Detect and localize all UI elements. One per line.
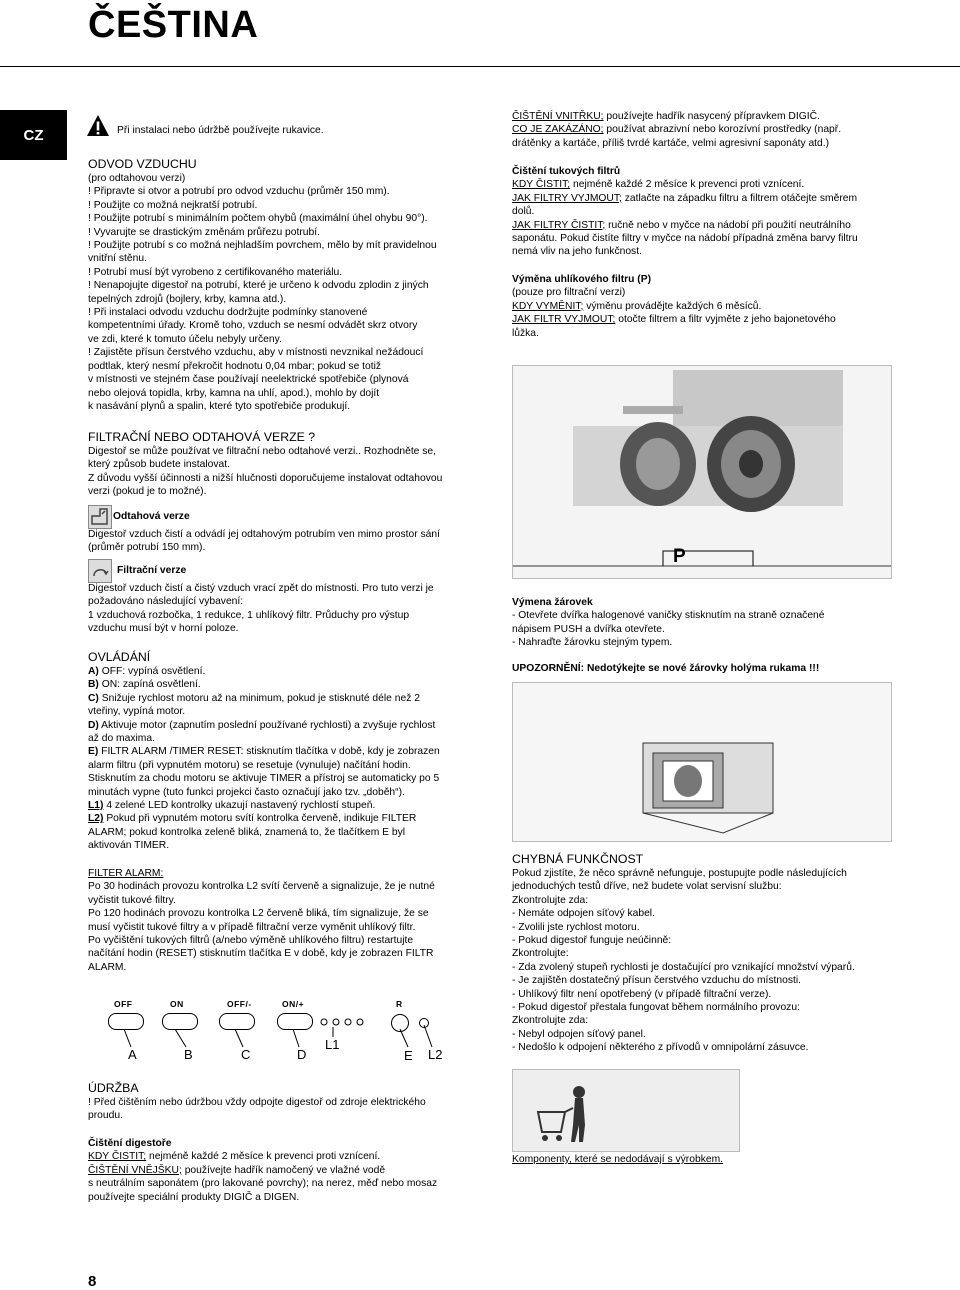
ovladani-key: A): [88, 666, 99, 677]
filter-alarm-section: [88, 867, 488, 974]
filtracni-verze-line: požadováno následující vybavení:: [88, 596, 244, 608]
chybna-line: Pokud zjistíte, že něco správně nefunguje, postupujte podle následujících: [512, 868, 847, 879]
odvod-item: kompetentními úřady. Kromě toho, vzduch se nesmí odvádět skrz otvory: [88, 320, 418, 332]
ovladani-key: D): [88, 719, 99, 731]
ovladani-key: L1): [88, 800, 104, 812]
odvod-item: vnitřní stěnu.: [88, 253, 147, 265]
panel-label-on: ON: [170, 999, 184, 1009]
odvod-item: k nasávání plynů a spalin, které tyto spotřebiče produkují.: [88, 400, 351, 412]
alarm-line: Po 120 hodinách provozu kontrolka L2 červeně bliká, tím signalizuje, že se: [88, 908, 429, 920]
cisteni-vnejsku-line: používejte speciální produkty DIGIČ a DIGEN.: [88, 1191, 300, 1203]
udrzba-line: ! Před čištěním nebo údržbou vždy odpojte digestoř od zdroje elektrického: [88, 1097, 426, 1108]
ovladani-item: [88, 745, 488, 758]
ovladani-text: ON: zapíná osvětlení.: [98, 679, 201, 691]
chybna-line: - Pokud digestoř přestala fungovat během normálního provozu:: [512, 1002, 800, 1014]
panel-label-off-minus: OFF/-: [227, 999, 252, 1009]
tuk-cistit-text: ručně nebo v myčce na nádobí při použití neutrálního: [605, 219, 851, 231]
odvod-title: ODVOD VZDUCHU: [88, 157, 197, 171]
tukove-filtry-title: Čištění tukových filtrů: [512, 166, 621, 177]
ovladani-item: [88, 678, 488, 691]
chybna-line: - Je zajištěn dostatečný přísun čerstvého vzduchu do místnosti.: [512, 975, 802, 987]
chybna-title: CHYBNÁ FUNKČNOST: [512, 852, 644, 866]
tuk-cistit-label: JAK FILTRY ČISTIT;: [512, 219, 606, 231]
udrzba-text: [88, 1096, 488, 1123]
ovladani-section: [88, 650, 488, 853]
upozorneni: UPOZORNĚNÍ: Nedotýkejte se nové žárovky holýma rukama !!!: [512, 663, 820, 674]
button-on: [162, 1013, 198, 1030]
zarovky-section: [512, 596, 932, 650]
ovladani-item: [88, 786, 488, 799]
panel-label-off: OFF: [114, 999, 133, 1009]
tuk-cistit-more: [512, 232, 912, 259]
ovladani-item: [88, 665, 488, 678]
alarm-line: načítání hodin (RESET) stisknutím tlačítka E v době, kdy je zobrazen FILTR: [88, 948, 434, 960]
kdy-cistit-label: KDY ČISTIT;: [88, 1151, 147, 1163]
alarm-line: Po vyčištění tukových filtrů (a/nebo výměně uhlíkového filtru) restartujte: [88, 935, 414, 947]
uhlikovy-filtr-title: Výměna uhlíkového filtru (P): [512, 274, 652, 285]
chybna-line: Zkontrolujte zda:: [512, 1015, 589, 1027]
filtracni-verze-line: vzduchu musí být v horní poloze.: [88, 623, 239, 635]
chybna-line: - Zda zvolený stupeň rychlosti je dostačující pro vznikající množství výparů.: [512, 961, 855, 973]
filtracni-title: FILTRAČNÍ NEBO ODTAHOVÁ VERZE ?: [88, 430, 316, 444]
ovladani-text: vteřiny, vypíná motor.: [88, 706, 186, 718]
filter-figure-label: P: [673, 546, 686, 567]
filtracni-line: verzi (pokud je to možné).: [88, 486, 207, 498]
odvod-list: [88, 185, 488, 413]
chybna-line: - Zvolili jste rychlost motoru.: [512, 921, 640, 933]
ovladani-text: FILTR ALARM /TIMER RESET: stisknutím tlačítka v době, kdy je zobrazen: [98, 746, 440, 758]
udrzba-section: [88, 1081, 488, 1123]
tuk-cistit-line: nemá vliv na jeho funkčnost.: [512, 246, 642, 258]
ovladani-item: [88, 719, 488, 732]
odvod-item: tepelných zdrojů (bojlery, krby, kamna atd.).: [88, 293, 287, 305]
odvod-item: ve zdi, které k tomuto účelu nebyly určeny.: [88, 333, 282, 345]
ovladani-key: E): [88, 746, 99, 758]
page-title: ČEŠTINA: [88, 4, 259, 46]
button-off: [108, 1013, 144, 1030]
tukove-filtry-section: [512, 165, 912, 259]
filter-alarm-title: FILTER ALARM:: [88, 868, 164, 879]
ovladani-text: minutách vypne (tuto funkci projekci často označují jako tzv. „doběh“).: [88, 786, 405, 798]
cisteni-vnejsku-more: [88, 1177, 488, 1204]
panel-letter-e: E: [404, 1048, 413, 1063]
odvod-item: ! Potrubí musí být vyrobeno z certifikovaného materiálu.: [88, 266, 343, 278]
ovladani-text: ALARM; pokud kontrolka zeleně bliká, znamená to, že tlačítkem E byl: [88, 826, 406, 838]
ovladani-item: [88, 732, 488, 745]
ovladani-text: OFF: vypíná osvětlení.: [98, 666, 206, 677]
udrzba-line: proudu.: [88, 1110, 123, 1122]
led-l2: [419, 1018, 429, 1028]
odvod-section: [88, 157, 488, 413]
zarovky-text: [512, 609, 932, 649]
ovladani-text: 4 zelené LED kontrolky ukazují nastavený rychlostí stupeň.: [103, 800, 376, 812]
button-plus: [277, 1013, 313, 1030]
chybna-line: - Nedošlo k odpojení některého z přívodů v omnipolární zásuvce.: [512, 1042, 809, 1054]
ovladani-text: aktivován TIMER.: [88, 840, 170, 852]
header-divider: [0, 66, 960, 67]
chybna-line: - Uhlíkový filtr není opotřebený (v případě filtrační verze).: [512, 988, 772, 1000]
alarm-line: vyčistit tukové filtry.: [88, 894, 176, 906]
tuk-cistit-line: saponátu. Pokud čistíte filtry v myčce na nádobí případná změna barvy filtru: [512, 233, 858, 245]
panel-letter-d: D: [297, 1047, 307, 1062]
odvod-subtitle: (pro odtahovou verzi): [88, 173, 186, 184]
uhlikovy-filtr-sub: (pouze pro filtrační verzi): [512, 287, 626, 299]
ovladani-key: C): [88, 692, 99, 704]
ovladani-key: B): [88, 679, 99, 691]
komponenty-text: Komponenty, které se nedodávají s výrobkem.: [512, 1154, 724, 1165]
filter-figure: [512, 365, 892, 579]
tuk-vyjmout-text-2: dolů.: [512, 206, 535, 218]
warning-text: Při instalaci nebo údržbě používejte rukavice.: [117, 125, 324, 136]
tuk-vyjmout-label: JAK FILTRY VYJMOUT;: [512, 192, 622, 204]
odvod-item: ! Použijte potrubí s minimálním počtem ohybů (maximální úhel ohybu 90°).: [88, 213, 428, 225]
warning-icon: [86, 114, 110, 138]
button-reset: [391, 1014, 409, 1032]
odtahova-label: Odtahová verze: [113, 511, 190, 522]
filtracni-verze-line: 1 vzduchová rozbočka, 1 redukce, 1 uhlíkový filtr. Průduchy pro výstup: [88, 609, 410, 621]
cisteni-vnejsku-text: používejte hadřík namočený ve vlažné vodě: [181, 1164, 386, 1176]
odtahova-line: Digestoř vzduch čistí a odvádí jej odtahovým potrubím ven mimo prostor sání: [88, 529, 440, 540]
components-figure: [512, 1069, 740, 1152]
chybna-line: Zkontrolujte zda:: [512, 894, 589, 906]
panel-letter-l2: L2: [428, 1047, 443, 1062]
chybna-line: - Nemáte odpojen síťový kabel.: [512, 908, 655, 920]
chybna-line: Zkontrolujte:: [512, 948, 569, 960]
odvod-item: ! Při instalaci odvodu vzduchu dodržujte podmínky stanovené: [88, 307, 368, 319]
odvod-item: ! Použijte potrubí s co možná nejhladším povrchem, mělo by mít pravidelnou: [88, 240, 437, 252]
zarovky-line: - Otevřete dvířka halogenové vaničky stisknutím na straně označené: [512, 610, 825, 622]
ovladani-list: [88, 665, 488, 853]
chybna-line: - Pokud digestoř funguje neúčinně:: [512, 935, 672, 947]
ovladani-text: Snižuje rychlost motoru až na minimum, pokud je stisknuté déle než 2: [98, 692, 420, 704]
panel-label-on-plus: ON/+: [282, 999, 305, 1009]
filtr-icon: [88, 559, 112, 583]
chybna-section: [512, 852, 932, 1055]
ovladani-item: [88, 826, 488, 839]
kdy-cistit-text: nejméně každé 2 měsíce k prevenci proti vznícení.: [146, 1151, 381, 1163]
filtracni-section: [88, 430, 488, 499]
cisteni-vnitrku-text: používejte hadřík nasycený přípravkem DIGIČ.: [603, 111, 820, 122]
ovladani-title: OVLÁDÁNÍ: [88, 650, 151, 664]
chybna-line: - Nebyl odpojen síťový panel.: [512, 1028, 646, 1040]
uhl-kdy-label: KDY VYMĚNIT;: [512, 300, 584, 312]
ovladani-item: [88, 759, 488, 772]
cisteni-vnejsku-line: s neutrálním saponátem (pro lakované povrchy); na nerez, měď nebo mosaz: [88, 1178, 438, 1190]
tuk-kdy-label: KDY ČISTIT;: [512, 179, 571, 191]
panel-letter-l1: L1: [325, 1037, 340, 1052]
filtracni-line: Z důvodu vyšší účinnosti a nižší hlučnosti doporučujeme instalovat odtahovou: [88, 472, 443, 484]
chybna-line: jednoduchých testů dříve, než budete volat servisní službu:: [512, 881, 782, 893]
odvod-item: ! Použijte co možná nejkratší potrubí.: [88, 199, 258, 211]
zarovky-title: Výmena žárovek: [512, 597, 593, 608]
odvod-item: nebo olejová topidla, krby, kamna na uhlí, apod.), mohlo by dojít: [88, 387, 380, 399]
language-tab: CZ: [0, 110, 67, 160]
filtracni-label: Filtrační verze: [117, 565, 187, 576]
ovladani-text: až do maxima.: [88, 733, 155, 745]
ovladani-item: [88, 799, 488, 812]
cisteni-vnitrku-label: ČIŠTĚNÍ VNITŘKU;: [512, 111, 604, 122]
filtracni-verze-text: [88, 582, 434, 636]
odvod-item: ! Nenapojujte digestoř na potrubí, které je určeno k odvodu zplodin z jiných: [88, 280, 429, 292]
tuk-kdy-text: nejméně každé 2 měsíce k prevenci proti vznícení.: [570, 179, 805, 191]
chybna-text: [512, 867, 932, 1055]
filter-alarm-text: [88, 880, 488, 974]
page-number: 8: [88, 1273, 97, 1290]
filtracni-text: [88, 445, 488, 499]
ovladani-text: alarm filtru (při vypnutém motoru) se resetuje (vynuluje) načítání hodin.: [88, 759, 411, 771]
odvod-item: ! Zajistěte přísun čerstvého vzduchu, aby v místnosti nevznikal nežádoucí: [88, 347, 424, 359]
zarovky-line: - Nahraďte žárovku stejným typem.: [512, 637, 673, 649]
control-panel-figure: [88, 997, 466, 1065]
uhl-vyjmout-text-2: lůžka.: [512, 327, 539, 339]
panel-letter-c: C: [241, 1047, 251, 1062]
filtracni-line: Digestoř se může používat ve filtrační nebo odtahové verzi.. Rozhodněte se,: [88, 446, 436, 457]
ovladani-item: [88, 812, 488, 825]
button-minus: [219, 1013, 255, 1030]
odvod-item: podtlak, který nesmí překročit hodnotu 0,04 mbar; pokud se totiž: [88, 360, 382, 372]
uhl-vyjmout-label: JAK FILTR VYJMOUT;: [512, 314, 616, 326]
lamp-figure: [512, 682, 892, 842]
zakazano-text: používat abrazivní nebo korozívní prostředky (např.: [603, 124, 842, 136]
panel-letter-b: B: [184, 1047, 193, 1062]
led-indicators: [318, 1015, 388, 1027]
tuk-vyjmout-text: zatlačte na západku filtru a filtrem otáčejte směrem: [621, 192, 858, 204]
uhl-vyjmout-text: otočte filtrem a filtr vyjměte z jeho bajonetového: [615, 314, 836, 326]
ovladani-text: Pokud při vypnutém motoru svítí kontrolka červeně, indikuje FILTER: [103, 813, 417, 825]
odtahova-text: [88, 528, 440, 555]
cisteni-vnejsku-label: ČIŠTĚNÍ VNĚJŠKU;: [88, 1164, 182, 1176]
panel-letter-a: A: [128, 1047, 137, 1062]
alarm-line: ALARM.: [88, 961, 127, 973]
alarm-line: musí vyčistit tukové filtry a v případě filtrační verze vyměnit uhlíkový filtr.: [88, 921, 416, 933]
alarm-line: Po 30 hodinách provozu kontrolka L2 svítí červeně a signalizuje, že je nutné: [88, 881, 435, 893]
udrzba-title: ÚDRŽBA: [88, 1081, 139, 1095]
filtracni-verze-line: Digestoř vzduch čistí a čistý vzduch vrací zpět do místnosti. Pro tuto verzi je: [88, 583, 434, 594]
ovladani-key: L2): [88, 813, 104, 825]
ovladani-item: [88, 839, 488, 852]
ovladani-item: [88, 772, 488, 785]
odtahova-line: (průměr potrubí 150 mm).: [88, 542, 206, 554]
cisteni-title: Čištění digestoře: [88, 1138, 172, 1149]
odtah-icon: [88, 505, 112, 529]
ovladani-item: [88, 705, 488, 718]
panel-label-r: R: [396, 999, 403, 1009]
ovladani-item: [88, 692, 488, 705]
odvod-item: v místnosti ve stejném čase používají neelektrické spotřebiče (plynová: [88, 374, 409, 386]
zarovky-line: nápisem PUSH a dvířka otevřete.: [512, 623, 665, 635]
uhl-kdy-text: výměnu provádějte každých 6 měsíců.: [583, 300, 762, 312]
uhlikovy-filtr-section: [512, 273, 912, 340]
zakazano-text-2: drátěnky a kartáče, příliš tvrdé kartáče, velmi agresivní saponáty atd.): [512, 137, 830, 149]
odvod-item: ! Připravte si otvor a potrubí pro odvod vzduchu (průměr 150 mm).: [88, 186, 390, 198]
right-cleaning-inside: [512, 110, 912, 150]
filtracni-line: který způsob budete instalovat.: [88, 459, 230, 471]
zakazano-label: CO JE ZAKÁZÁNO;: [512, 124, 604, 136]
ovladani-text: Stisknutím za chodu motoru se aktivuje TIMER a přístroj se automaticky po 5: [88, 773, 440, 785]
odvod-item: ! Vyvarujte se drastickým změnám průřezu potrubí.: [88, 226, 320, 238]
cisteni-section: [88, 1137, 488, 1204]
ovladani-text: Aktivuje motor (zapnutím poslední používané rychlosti) a zvyšuje rychlost: [98, 719, 436, 731]
